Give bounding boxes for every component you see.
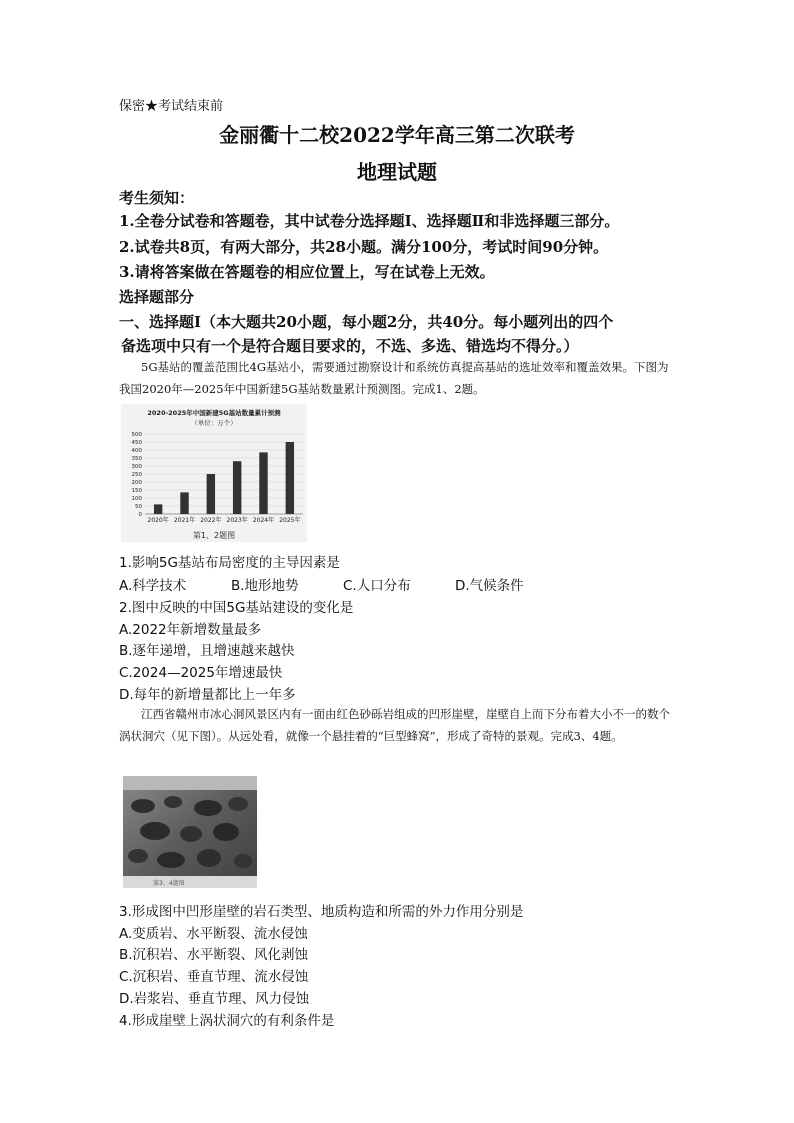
q2-option-c: C.2024—2025年增速最快: [119, 665, 283, 681]
notice-item-2: 2.试卷共8页，有两大部分，共28小题。满分100分，考试时间90分钟。: [119, 238, 609, 256]
section-line-2: 备选项中只有一个是符合题目要求的，不选、多选、错选均不得分。）: [121, 337, 579, 355]
chart-subtitle: （单位：万个）: [191, 419, 237, 427]
chart-x-tick-label: 2020年: [147, 517, 169, 524]
chart-x-tick-label: 2024年: [252, 517, 275, 524]
intro-q1-2: 5G基站的覆盖范围比4G基站小，需要通过勘察设计和系统仿真提高基站的选址效率和覆盖效果。下图为我国2020年—2025年中国新建5G基站数量累计预测图。完成1、2题。: [119, 360, 669, 396]
chart-y-tick-label: 450: [131, 440, 142, 446]
q1-option-c: C.人口分布: [343, 578, 411, 594]
chart-y-tick-label: 300: [131, 464, 142, 470]
chart-y-tick-label: 350: [131, 456, 142, 462]
notice-item-3: 3.请将答案做在答题卷的相应位置上，写在试卷上无效。: [119, 263, 495, 281]
cliff-photo: [123, 776, 257, 888]
chart-x-tick-label: 2022年: [200, 517, 222, 524]
q3-option-c: C.沉积岩、垂直节理、流水侵蚀: [119, 969, 309, 985]
exam-title: 金丽衢十二校2022学年高三第二次联考: [219, 123, 575, 147]
section-line-1: 一、选择题Ⅰ（本大题共20小题，每小题2分，共40分。每小题列出的四个: [119, 313, 614, 331]
q2-option-b: B.逐年递增，且增速越来越快: [119, 643, 295, 659]
q1-option-d: D.气候条件: [455, 578, 524, 594]
q1-option-a: A.科学技术: [119, 578, 187, 594]
chart-y-tick-label: 50: [135, 504, 142, 510]
cliff-honeycomb-image: [123, 776, 257, 888]
chart-bar: [286, 442, 294, 514]
chart-y-tick-label: 100: [131, 496, 142, 502]
chart-y-tick-label: 400: [131, 448, 142, 454]
q4-stem: 4.形成崖壁上涡状洞穴的有利条件是: [119, 1013, 335, 1029]
q3-option-a: A.变质岩、水平断裂、流水侵蚀: [119, 926, 308, 942]
photo-caption: 第3、4题图: [153, 880, 185, 887]
q1-stem: 1.影响5G基站布局密度的主导因素是: [119, 555, 340, 571]
notice-label: 考生须知：: [119, 189, 195, 207]
intro-q3-4: 江西省赣州市冰心洞风景区内有一面由红色砂砾岩组成的凹形崖壁，崖壁自上而下分布着大小不一的数个涡状洞穴（见下图）。从远处看，就像一个悬挂着的“巨型蜂窝”，形成了奇特的景观。完成3、4题。: [119, 707, 670, 743]
part-label: 选择题部分: [119, 288, 195, 306]
notice-item-1: 1.全卷分试卷和答题卷，其中试卷分选择题Ⅰ、选择题Ⅱ和非选择题三部分。: [119, 212, 620, 230]
chart-y-tick-label: 150: [131, 488, 142, 494]
chart-bar: [259, 452, 267, 514]
q3-option-b: B.沉积岩、水平断裂、风化剥蚀: [119, 947, 309, 963]
chart-y-tick-label: 200: [131, 480, 142, 486]
confidential-label: 保密★考试结束前: [119, 99, 224, 114]
q2-stem: 2.图中反映的中国5G基站建设的变化是: [119, 600, 354, 616]
chart-title: 2020-2025年中国新建5G基站数量累计预测: [147, 409, 281, 417]
chart-x-tick-label: 2023年: [226, 517, 248, 524]
chart-bar: [207, 474, 215, 514]
chart-bar: [154, 504, 162, 514]
q3-option-d: D.岩浆岩、垂直节理、风力侵蚀: [119, 991, 310, 1007]
q2-option-d: D.每年的新增量都比上一年多: [119, 687, 296, 703]
chart-caption: 第1、2题图: [192, 531, 236, 540]
chart-y-tick-label: 500: [131, 432, 142, 438]
q3-stem: 3.形成图中凹形崖壁的岩石类型、地质构造和所需的外力作用分别是: [119, 904, 524, 920]
q2-option-a: A.2022年新增数量最多: [119, 622, 262, 638]
chart-y-tick-label: 0: [138, 512, 142, 518]
chart-x-tick-label: 2025年: [279, 517, 301, 524]
subject-title: 地理试题: [357, 160, 437, 184]
chart-bar: [180, 492, 188, 514]
chart-bar: [233, 461, 241, 514]
chart-x-tick-label: 2021年: [173, 517, 196, 524]
q1-option-b: B.地形地势: [231, 578, 299, 594]
bar-chart: [121, 404, 307, 542]
chart-y-tick-label: 250: [131, 472, 142, 478]
